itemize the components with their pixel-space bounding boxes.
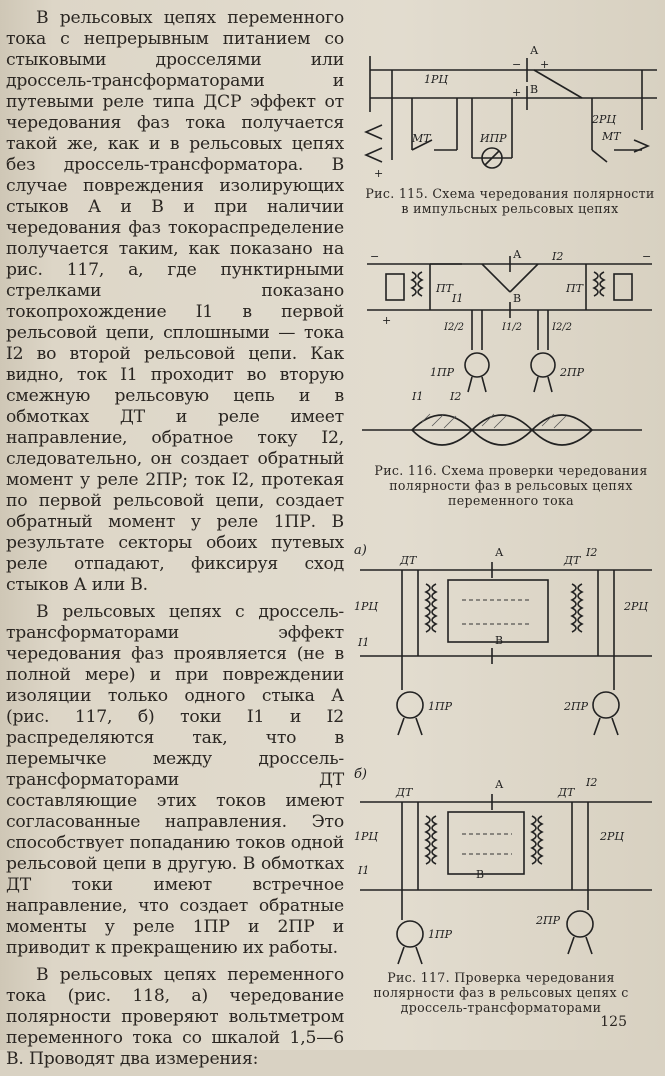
figure-115-caption: Рис. 115. Схема чередования полярности в импульсных рельсовых цепях: [365, 186, 655, 216]
fig116-label-1pr: 1ПР: [430, 366, 454, 379]
fig117a-label-b: В: [495, 634, 504, 647]
fig117a-label-a: А: [495, 546, 504, 559]
fig117b-label-2rc: 2РЦ: [600, 830, 624, 843]
figure-116-diagram: [352, 250, 665, 455]
fig117b-label-1pr: 1ПР: [428, 928, 452, 941]
fig117-part-b: б): [354, 767, 368, 782]
fig115-label-b: В: [530, 83, 539, 96]
fig115-label-ipr: ИПР: [480, 132, 507, 145]
fig117a-label-i1: I1: [358, 636, 370, 649]
figure-117-diagram: [352, 540, 665, 970]
fig116-label-pt1: ПТ: [436, 282, 453, 295]
fig115-minus: −: [512, 58, 522, 71]
fig115-label-1rc: 1РЦ: [424, 73, 448, 86]
fig117a-label-2rc: 2РЦ: [624, 600, 648, 613]
fig117b-label-2pr: 2ПР: [536, 914, 560, 927]
fig115-label-mt1: МТ: [412, 132, 431, 145]
fig116-half-i2-right: I2/2: [552, 322, 573, 333]
fig115-plus-bottom: +: [512, 86, 522, 99]
fig116-label-b: В: [513, 292, 522, 305]
fig116-minus-right: −: [642, 250, 652, 263]
page-number: 125: [600, 1014, 627, 1030]
fig117a-label-i2: I2: [586, 546, 598, 559]
fig117b-label-1rc: 1РЦ: [354, 830, 378, 843]
paragraph-2: В рельсовых цепях с дроссель-трансформаторами эффект чередования фаз проявляется (не в полной мере) и при повреждении изоляции только одного стыка А (рис. 117, б) токи I1 и I2 распределяются так, что в перемычке между дроссель-трансформаторами ДТ составляющие этих токов имеют согласованные направления. Это способствует попаданию токов одной рельсовой цепи в другую. В обмотках ДТ токи имеют встречное направление, что создает обратные моменты у реле 1ПР и 2ПР и приводит к прекращению их работы.: [6, 602, 344, 958]
fig116-label-a: А: [513, 248, 522, 261]
fig116-wave-i2: I2: [450, 390, 462, 403]
text-column: [6, 8, 344, 1076]
figure-115: [352, 30, 665, 240]
fig116-label-i2: I2: [552, 250, 564, 263]
fig117b-label-i2: I2: [586, 776, 598, 789]
fig116-wave-i1: I1: [412, 390, 424, 403]
fig115-label-mt2: МТ: [602, 130, 621, 143]
fig117a-label-dt2: ДТ: [564, 554, 581, 567]
fig115-plus-left: +: [374, 167, 384, 180]
figure-column: [352, 0, 665, 1050]
paragraph-3: В рельсовых цепях переменного тока (рис. 118, а) чередование полярности проверяют вольтметром переменного тока со шкалой 1,5—6 В. Проводят два измерения:: [6, 965, 344, 1069]
fig117-part-a: а): [354, 543, 367, 558]
fig116-label-2pr: 2ПР: [560, 366, 584, 379]
fig116-label-i1: I1: [452, 292, 464, 305]
fig117b-label-i1: I1: [358, 864, 370, 877]
fig116-plus: +: [382, 314, 392, 327]
fig117b-label-a: А: [495, 778, 504, 791]
fig117a-label-1pr: 1ПР: [428, 700, 452, 713]
fig117b-label-b: В: [476, 868, 485, 881]
figure-116: [352, 250, 665, 520]
figure-115-diagram: [352, 30, 665, 190]
fig117a-label-2pr: 2ПР: [564, 700, 588, 713]
fig117b-label-dt2: ДТ: [558, 786, 575, 799]
paragraph-1: В рельсовых цепях переменного тока с непрерывным питанием со стыковыми дросселями или дроссель-трансформаторами и путевыми реле типа ДСР эффект от чередования фаз тока получается такой же, как и в рельсовых цепях без дроссель-трансформатора. В случае повреждения изолирующих стыков А и В и при наличии чередования фаз токораспределение получается таким, как показано на рис. 117, а, где пунктирными стрелками показано токопрохождение I1 в первой рельсовой цепи, сплошными — тока I2 во второй рельсовой цепи. Как видно, ток I1 проходит во вторую смежную рельсовую цепь и в обмотках ДТ и реле имеет направление, обратное току I2, следовательно, он создает обратный момент у реле 2ПР; ток I2, протекая по первой рельсовой цепи, создает обратный момент у реле 1ПР. В результате секторы обоих путевых реле отпадают, фиксируя сход стыков А или В.: [6, 8, 344, 595]
fig117a-label-1rc: 1РЦ: [354, 600, 378, 613]
figure-117: [352, 540, 665, 1030]
figure-117-caption: Рис. 117. Проверка чередования полярности фаз в рельсовых цепях с дроссель-трансформаторами: [373, 970, 629, 1015]
fig116-half-i1: I1/2: [502, 322, 523, 333]
fig116-minus-left: −: [370, 250, 380, 263]
fig115-label-2rc: 2РЦ: [592, 113, 616, 126]
fig117a-label-dt1: ДТ: [400, 554, 417, 567]
fig117b-label-dt1: ДТ: [396, 786, 413, 799]
fig116-half-i2-left: I2/2: [444, 322, 465, 333]
figure-116-caption: Рис. 116. Схема проверки чередования полярности фаз в рельсовых цепях переменного тока: [374, 463, 648, 508]
fig116-label-pt2: ПТ: [566, 282, 583, 295]
fig115-label-a: А: [530, 44, 539, 57]
fig115-plus-top: +: [540, 58, 550, 71]
